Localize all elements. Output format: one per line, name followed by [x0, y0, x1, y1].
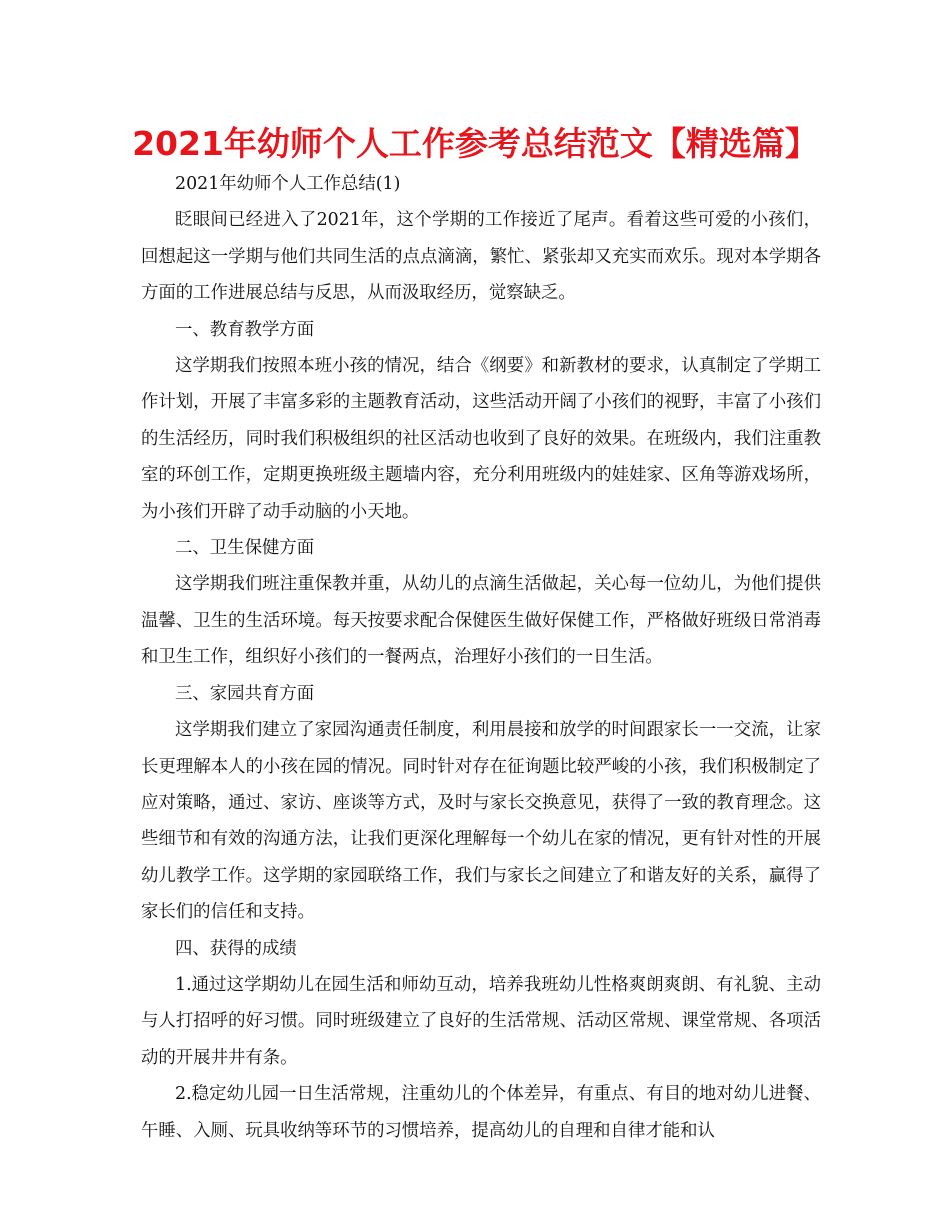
- section-paragraph: 这学期我们按照本班小孩的情况，结合《纲要》和新教材的要求，认真制定了学期工作计划，开展了丰富多彩的主题教育活动，这些活动开阔了小孩们的视野，丰富了小孩们的生活经历，同时我们积极组织的社区活动也收到了良好的效果。在班级内，我们注重教室的环创工作，定期更换班级主题墙内容，充分利用班级内的娃娃家、区角等游戏场所，为小孩们开辟了动手动脑的小天地。: [141, 356, 821, 522]
- section-heading-teaching: 一、教育教学方面: [175, 319, 315, 340]
- document-body: [141, 166, 821, 1149]
- section-paragraph: 2.稳定幼儿园一日生活常规，注重幼儿的个体差异，有重点、有目的地对幼儿进餐、午睡、入厕、玩具收纳等环节的习惯培养，提高幼儿的自理和自律才能和认: [141, 1084, 821, 1141]
- section-paragraph: 这学期我们建立了家园沟通责任制度，利用晨接和放学的时间跟家长一一交流，让家长更理解本人的小孩在园的情况。同时针对存在征询题比较严峻的小孩，我们积极制定了应对策略，通过、家访、座谈等方式，及时与家长交换意见，获得了一致的教育理念。这些细节和有效的沟通方法，让我们更深化理解每一个幼儿在家的情况，更有针对性的开展幼儿教学工作。这学期的家园联络工作，我们与家长之间建立了和谐友好的关系，赢得了家长们的信任和支持。: [141, 720, 821, 923]
- section-heading-achievements: 四、获得的成绩: [175, 938, 297, 959]
- section-paragraph: 1.通过这学期幼儿在园生活和师幼互动，培养我班幼儿性格爽朗爽朗、有礼貌、主动与人打招呼的好习惯。同时班级建立了良好的生活常规、活动区常规、课堂常规、各项活动的开展井井有条。: [141, 974, 821, 1068]
- section-heading-home-school: 三、家园共育方面: [175, 683, 315, 704]
- section-paragraph: 这学期我们班注重保教并重，从幼儿的点滴生活做起，关心每一位幼儿，为他们提供温馨、卫生的生活环境。每天按要求配合保健医生做好保健工作，严格做好班级日常消毒和卫生工作，组织好小孩们的一餐两点，治理好小孩们的一日生活。: [141, 574, 821, 668]
- intro-paragraph: 眨眼间已经进入了2021年，这个学期的工作接近了尾声。看着这些可爱的小孩们，回想起这一学期与他们共同生活的点点滴滴，繁忙、紧张却又充实而欢乐。现对本学期各方面的工作进展总结与反思，从而汲取经历，觉察缺乏。: [141, 210, 821, 304]
- section-heading-health: 二、卫生保健方面: [175, 538, 315, 559]
- document-subtitle: 2021年幼师个人工作总结(1): [175, 174, 401, 194]
- document-title: 2021年幼师个人工作参考总结范文【精选篇】: [132, 124, 818, 163]
